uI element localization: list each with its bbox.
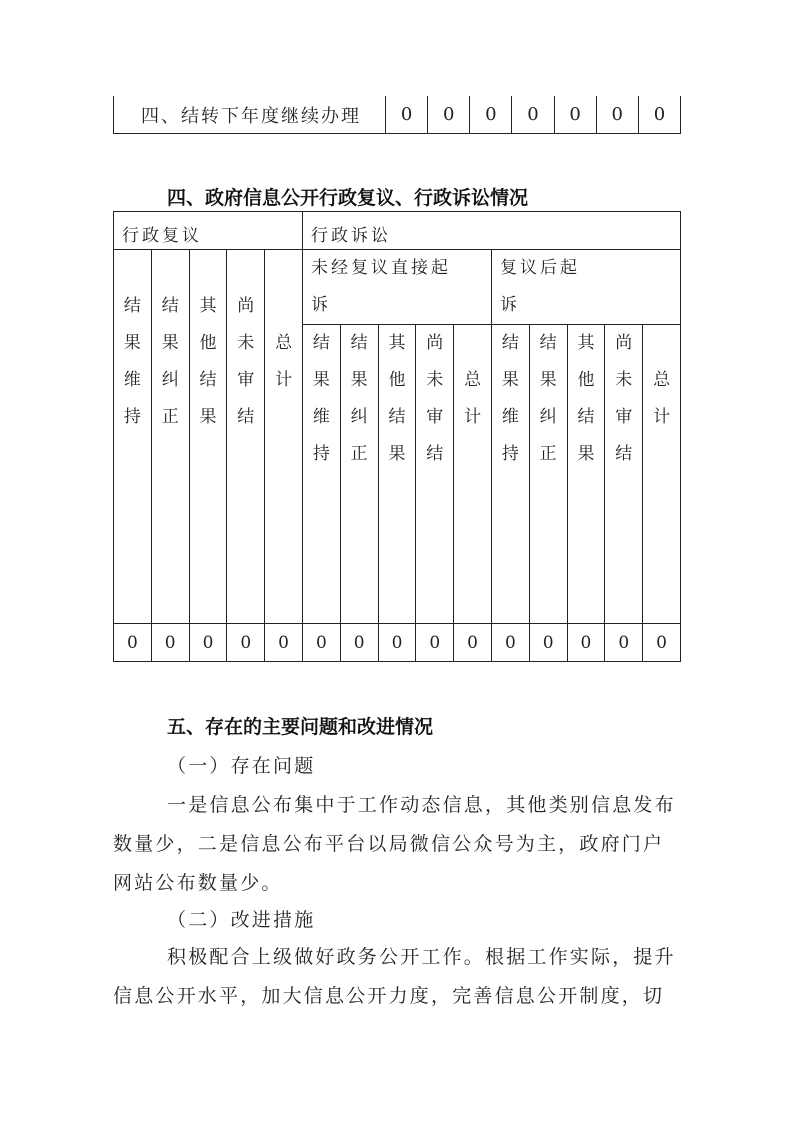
direct-litigation-header: 未经复议直接起诉 bbox=[302, 250, 491, 325]
review-col-corrected: 结果纠正 bbox=[151, 250, 189, 624]
value-cell: 0 bbox=[265, 624, 303, 662]
value-cell: 0 bbox=[605, 624, 643, 662]
value-cell: 0 bbox=[378, 624, 416, 662]
post-col-upheld: 结果维持 bbox=[491, 325, 529, 624]
carry-over-value: 0 bbox=[638, 96, 680, 134]
value-cell: 0 bbox=[227, 624, 265, 662]
value-row bbox=[114, 624, 681, 662]
measures-paragraph-line: 积极配合上级做好政务公开工作。根据工作实际，提升 bbox=[167, 946, 676, 968]
review-litigation-table bbox=[113, 211, 681, 662]
section5-title: 五、存在的主要问题和改进情况 bbox=[167, 716, 434, 738]
value-cell: 0 bbox=[567, 624, 605, 662]
post-col-other: 其他结果 bbox=[567, 325, 605, 624]
measures-paragraph-line: 信息公开水平，加大信息公开力度，完善信息公开制度，切 bbox=[113, 985, 665, 1007]
problems-paragraph-line: 数量少，二是信息公布平台以局微信公众号为主，政府门户 bbox=[113, 833, 665, 855]
post-col-corrected: 结果纠正 bbox=[529, 325, 567, 624]
value-cell: 0 bbox=[491, 624, 529, 662]
review-col-pending: 尚未审结 bbox=[227, 250, 265, 624]
problems-paragraph-line: 一是信息公布集中于工作动态信息，其他类别信息发布 bbox=[167, 794, 676, 816]
direct-col-total: 总计 bbox=[454, 325, 492, 624]
carry-over-value: 0 bbox=[386, 96, 428, 134]
problems-paragraph-line: 网站公布数量少。 bbox=[113, 872, 283, 894]
admin-review-header: 行政复议 bbox=[114, 212, 303, 250]
value-cell: 0 bbox=[416, 624, 454, 662]
review-col-total: 总计 bbox=[265, 250, 303, 624]
carry-over-table bbox=[113, 96, 681, 134]
subheading-measures: （二）改进措施 bbox=[167, 909, 316, 931]
carry-over-value: 0 bbox=[470, 96, 512, 134]
value-cell: 0 bbox=[340, 624, 378, 662]
carry-over-value: 0 bbox=[554, 96, 596, 134]
value-cell: 0 bbox=[454, 624, 492, 662]
value-cell: 0 bbox=[151, 624, 189, 662]
admin-litigation-header: 行政诉讼 bbox=[302, 212, 680, 250]
section4-title: 四、政府信息公开行政复议、行政诉讼情况 bbox=[167, 187, 529, 209]
value-cell: 0 bbox=[643, 624, 681, 662]
review-col-upheld: 结果维持 bbox=[114, 250, 152, 624]
value-cell: 0 bbox=[189, 624, 227, 662]
carry-over-value: 0 bbox=[428, 96, 470, 134]
post-col-total: 总计 bbox=[643, 325, 681, 624]
value-cell: 0 bbox=[114, 624, 152, 662]
review-col-other: 其他结果 bbox=[189, 250, 227, 624]
post-review-litigation-header: 复议后起诉 bbox=[491, 250, 680, 325]
carry-over-row bbox=[114, 96, 681, 134]
direct-col-other: 其他结果 bbox=[378, 325, 416, 624]
direct-col-upheld: 结果维持 bbox=[302, 325, 340, 624]
carry-over-value: 0 bbox=[512, 96, 554, 134]
direct-col-pending: 尚未审结 bbox=[416, 325, 454, 624]
post-col-pending: 尚未审结 bbox=[605, 325, 643, 624]
carry-over-value: 0 bbox=[596, 96, 638, 134]
carry-over-label: 四、结转下年度继续办理 bbox=[114, 96, 386, 134]
subheading-problems: （一）存在问题 bbox=[167, 755, 316, 777]
value-cell: 0 bbox=[302, 624, 340, 662]
direct-col-corrected: 结果纠正 bbox=[340, 325, 378, 624]
value-cell: 0 bbox=[529, 624, 567, 662]
